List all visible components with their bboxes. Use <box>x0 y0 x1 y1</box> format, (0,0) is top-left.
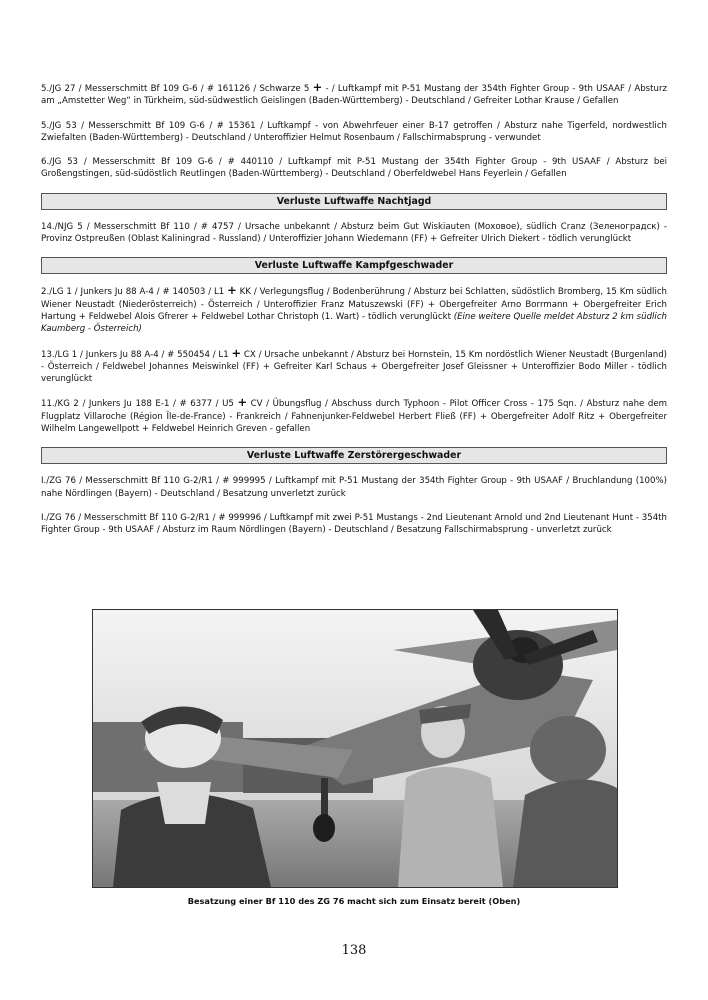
page-content <box>41 82 667 549</box>
cross-symbol: + <box>312 80 323 94</box>
section-header-zerstoerergeschwader: Verluste Luftwaffe Zerstörergeschwader <box>41 447 667 464</box>
cross-symbol: + <box>227 283 237 298</box>
loss-entry: 6./JG 53 / Messerschmitt Bf 109 G-6 / # 440110 / Luftkampf mit P-51 Mustang der 354th Fighter Group - 9th USAAF / Absturz bei Großengstingen, süd-südöstlich Reutlingen (Baden-Württemberg) - Deutschland / Oberfeldwebel Hans Feyerlein / Gefallen <box>41 157 667 180</box>
cross-symbol: + <box>231 345 242 360</box>
loss-entry: I./ZG 76 / Messerschmitt Bf 110 G-2/R1 / # 999996 / Luftkampf mit zwei P-51 Mustangs - 2nd Lieutenant Arnold und 2nd Lieutenant Hunt - 354th Fighter Group - 9th USAAF / Absturz im Raum Nördlingen (Bayern) - Deutschland / Besatzung Fallschirmabsprung - unverletzt zurück <box>41 512 667 536</box>
loss-entry: 14./NJG 5 / Messerschmitt Bf 110 / # 4757 / Ursache unbekannt / Absturz beim Gut Wiskiauten (Моховое), südlich Cranz (Зеленоградск) - Provinz Ostpreußen (Oblast Kaliningrad - Russland) / Unteroffizier Johann Wiedemann (FF) + Gefreiter Ulrich Diekert - tödlich verunglückt <box>41 221 667 245</box>
page-number: 138 <box>341 943 367 958</box>
photo-caption: Besatzung einer Bf 110 des ZG 76 macht sich zum Einsatz bereit (Oben) <box>187 896 521 906</box>
cross-symbol: + <box>237 395 248 410</box>
loss-entry: 13./LG 1 / Junkers Ju 88 A-4 / # 550454 / L1 + CX / Ursache unbekannt / Absturz bei Hornstein, 15 Km nordöstlich Wiener Neustadt (Burgenland) - Österreich / Feldwebel Johannes Meiswinkel (FF) + Gefreiter Karl Schaus + Obergefreiter Josef Gleissner + Unteroffizier Bodo Miller - tödlich verunglückt <box>41 345 667 385</box>
loss-entry: 5./JG 53 / Messerschmitt Bf 109 G-6 / # 15361 / Luftkampf - von Abwehrfeuer einer B-17 getroffen / Absturz nahe Tigerfeld, nordwestlich Zwiefalten (Baden-Württemberg) - Deutschland / Unteroffizier Helmut Rosenbaum / Fallschirmabsprung - verwundet <box>41 120 667 143</box>
loss-entry: 2./LG 1 / Junkers Ju 88 A-4 / # 140503 / L1 + KK / Verlegungsflug / Bodenberührung / Absturz bei Schlatten, südöstlich Bromberg, 15 Km südlich Wiener Neustadt (Niederösterreich) - Österreich / Unteroffizier Franz Matuszewski (FF) + Obergefreiter Arno Borrmann + Obergefreiter Erich Hartung + Feldwebel Alois Gfrerer + Feldwebel Lothar Christoph (1. Wart) - tödlich verunglückt (Eine weitere Quelle meldet Absturz 2 km südlich Kaumberg - Österreich) <box>41 283 668 335</box>
photo-image <box>93 610 617 887</box>
loss-entry: 11./KG 2 / Junkers Ju 188 E-1 / # 6377 / U5 + CV / Übungsflug / Abschuss durch Typhoon - Pilot Officer Cross - 175 Sqn. / Absturz nahe dem Flugplatz Villaroche (Région Île-de-France) - Frankreich / Fahnenjunker-Feldwebel Herbert Fließ (FF) + Obergefreiter Adolf Ritz + Obergefreiter Wilhelm Langewellpott + Feldwebel Heinrich Greven - gefallen <box>41 395 667 435</box>
source-note: (Eine weitere Quelle meldet Absturz 2 km südlich Kaumberg - Österreich) <box>41 311 667 335</box>
section-header-nachtjagd: Verluste Luftwaffe Nachtjagd <box>41 193 667 210</box>
loss-entry: 5./JG 27 / Messerschmitt Bf 109 G-6 / # 161126 / Schwarze 5 + - / Luftkampf mit P-51 Mustang der 354th Fighter Group - 9th USAAF / Absturz am „Amstetter Weg“ in Türkheim, süd-südwestlich Geislingen (Baden-Württemberg) - Deutschland / Gefreiter Lothar Krause / Gefallen <box>41 80 667 107</box>
section-header-kampfgeschwader: Verluste Luftwaffe Kampfgeschwader <box>41 257 667 274</box>
historical-photo <box>92 609 618 888</box>
loss-entry: I./ZG 76 / Messerschmitt Bf 110 G-2/R1 / # 999995 / Luftkampf mit P-51 Mustang der 354th Fighter Group - 9th USAAF / Bruchlandung (100%) nahe Nördlingen (Bayern) - Deutschland / Besatzung unverletzt zurück <box>41 476 667 499</box>
